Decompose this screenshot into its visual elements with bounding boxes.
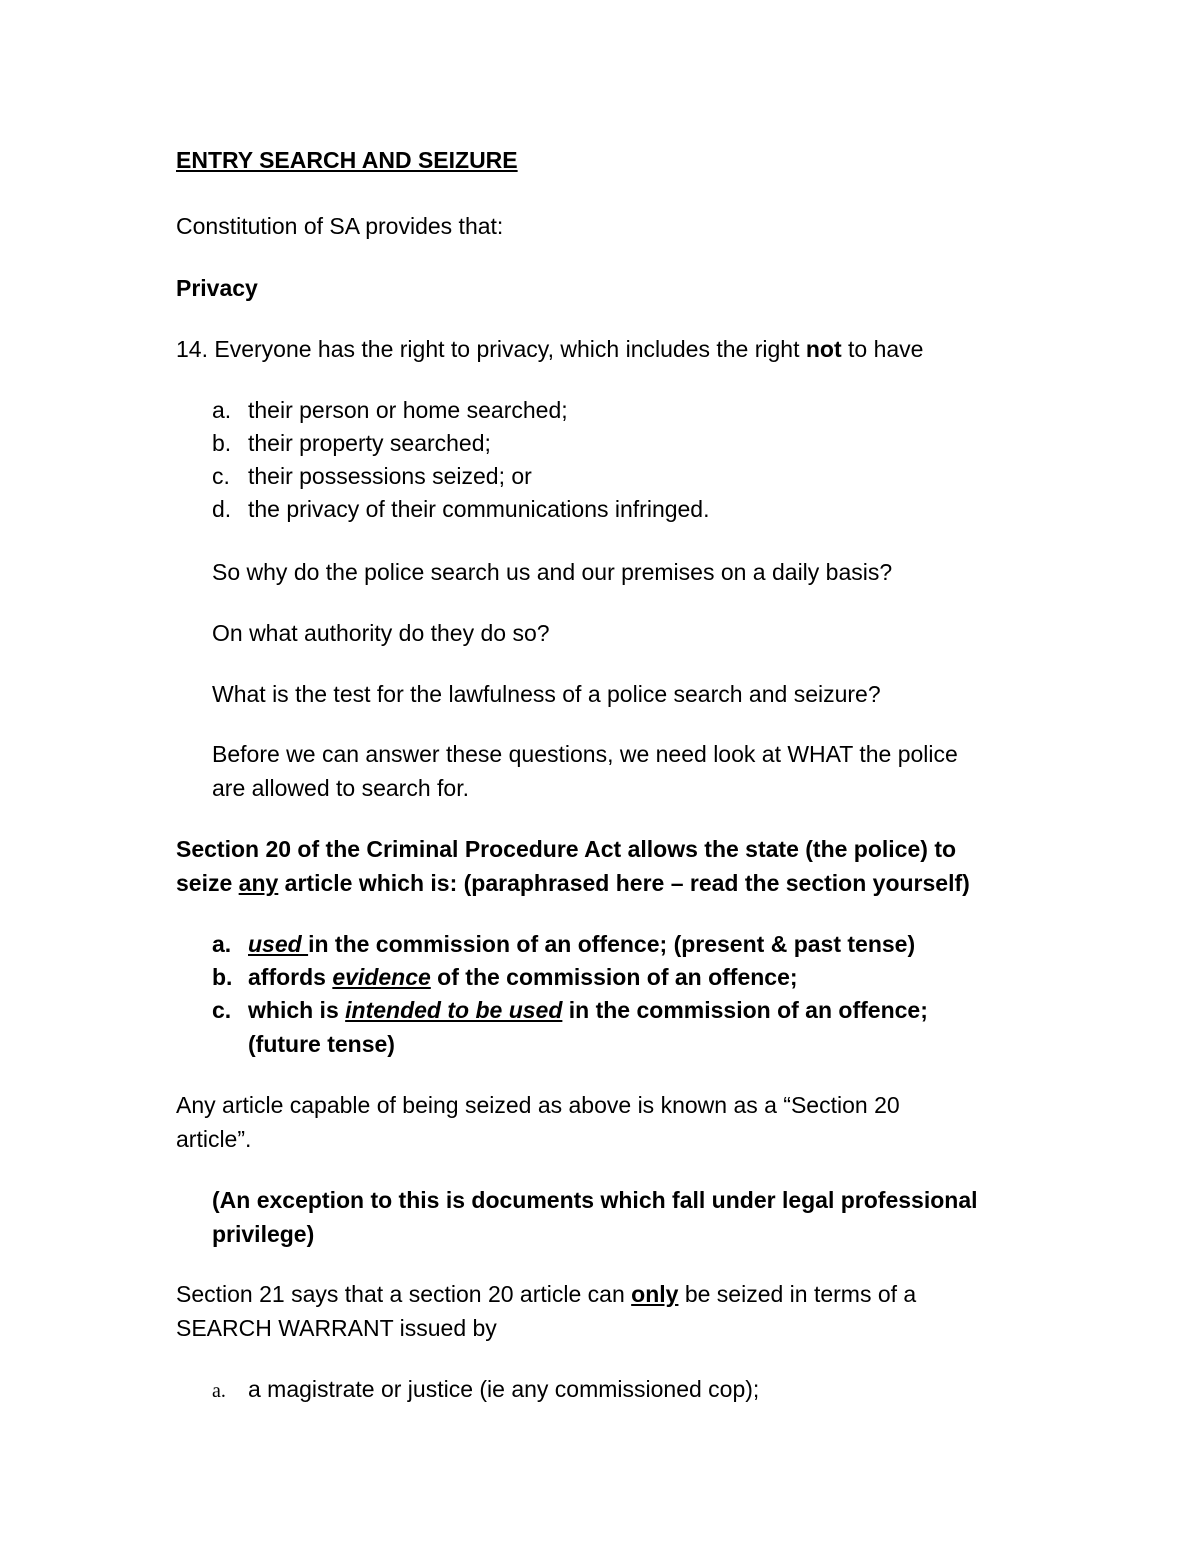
article-line-1: Any article capable of being seized as above is known as a “Section 20 — [176, 1092, 900, 1118]
list-text: their possessions seized; or — [248, 463, 532, 489]
list-item — [212, 927, 915, 961]
privacy-heading: Privacy — [176, 275, 258, 301]
list-label: c. — [212, 463, 230, 489]
section14-lead — [176, 332, 923, 366]
question-1: So why do the police search us and our premises on a daily basis? — [212, 559, 893, 585]
exception-line-1: (An exception to this is documents which fall under legal professional — [212, 1187, 978, 1213]
list-text: a magistrate or justice (ie any commissioned cop); — [248, 1376, 760, 1402]
list-item — [212, 993, 928, 1027]
list-emphasis: evidence — [332, 964, 431, 990]
list-label: a. — [212, 1380, 226, 1402]
list-label: c. — [212, 997, 232, 1023]
section20-seize: seize — [176, 870, 239, 896]
list-text: their property searched; — [248, 430, 491, 456]
question-3: What is the test for the lawfulness of a police search and seizure? — [212, 681, 881, 707]
list-item-continuation: (future tense) — [248, 1031, 395, 1057]
list-label: a. — [212, 931, 232, 957]
exception-line-2: privilege) — [212, 1221, 315, 1247]
page-title: ENTRY SEARCH AND SEIZURE — [176, 147, 518, 173]
list-text: in the commission of an offence; (present & past tense) — [308, 931, 916, 957]
section20-line-2 — [176, 866, 970, 900]
list-label: b. — [212, 964, 233, 990]
list-text: the privacy of their communications infringed. — [248, 496, 710, 522]
list-item — [212, 459, 532, 493]
list-label: b. — [212, 430, 232, 456]
list-pre: which is — [248, 997, 346, 1023]
list-label: a. — [212, 397, 232, 423]
list-item — [212, 492, 710, 526]
list-text: of the commission of an offence; — [430, 964, 798, 990]
section21-text-b: be seized in terms of a — [678, 1281, 917, 1307]
section21-text-a: Section 21 says that a section 20 article can — [176, 1281, 632, 1307]
before-line-2: are allowed to search for. — [212, 775, 469, 801]
section14-tail: to have — [841, 336, 924, 362]
list-item — [212, 960, 798, 994]
list-emphasis: used — [248, 931, 309, 957]
section21-line-1 — [176, 1277, 916, 1311]
question-2: On what authority do they do so? — [212, 620, 550, 646]
section20-rest: article which is: (paraphrased here – read the section yourself) — [278, 870, 970, 896]
list-item — [212, 426, 491, 460]
before-line-1: Before we can answer these questions, we need look at WHAT the police — [212, 741, 958, 767]
list-text: in the commission of an offence; — [562, 997, 928, 1023]
section14-emphasis: not — [805, 336, 842, 362]
section21-only: only — [631, 1281, 679, 1307]
section20-line-1: Section 20 of the Criminal Procedure Act allows the state (the police) to — [176, 836, 957, 862]
intro-text: Constitution of SA provides that: — [176, 213, 504, 239]
list-emphasis: intended to be used — [345, 997, 563, 1023]
list-item — [212, 393, 568, 427]
list-text: their person or home searched; — [248, 397, 568, 423]
section21-line-2: SEARCH WARRANT issued by — [176, 1315, 497, 1341]
section20-any: any — [238, 870, 279, 896]
list-label: d. — [212, 496, 232, 522]
section14-lead-text: 14. Everyone has the right to privacy, which includes the right — [176, 336, 806, 362]
article-line-2: article”. — [176, 1126, 252, 1152]
list-pre: affords — [248, 964, 333, 990]
list-item — [212, 1372, 759, 1408]
